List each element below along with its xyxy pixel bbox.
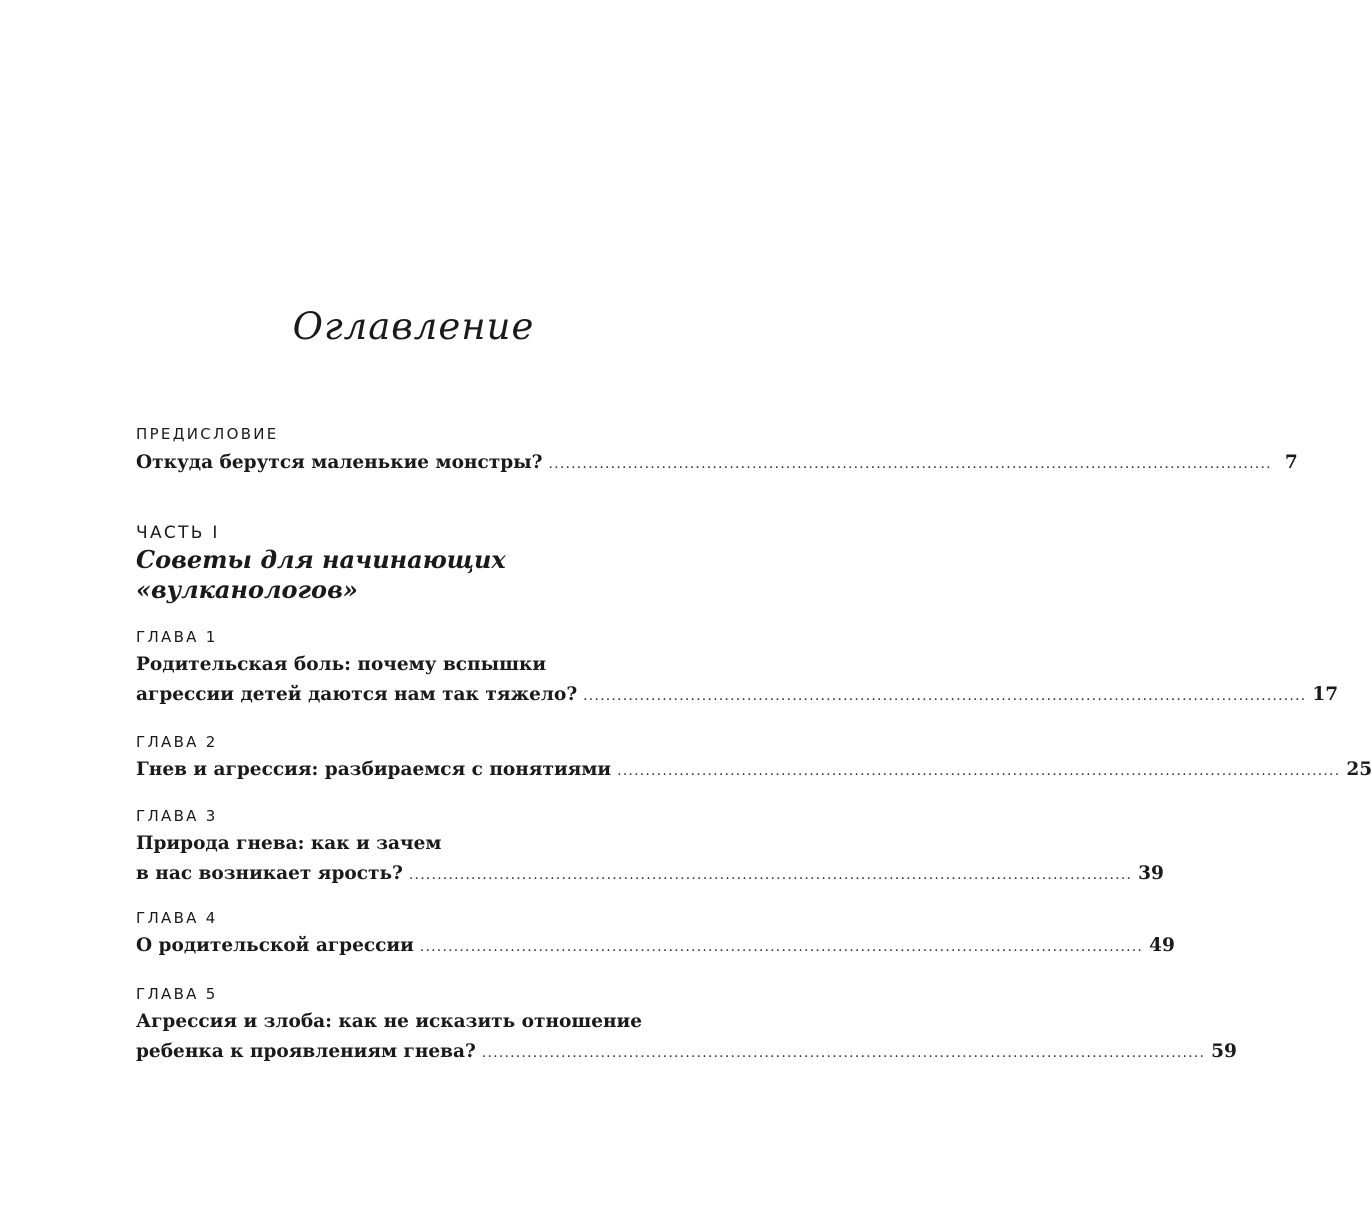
toc-entry-chapter-5[interactable] [136,1007,1237,1068]
foreword-label: ПРЕДИСЛОВИЕ [136,425,279,443]
page-number: 7 [1284,452,1298,473]
dot-leader: ................................................................................................................................ [481,1045,1206,1061]
part-title-line: «вулканологов» [136,575,358,604]
toc-entry-chapter-2[interactable] [136,755,1372,786]
page-title: Оглавление [292,305,535,348]
entry-title-line: О родительской агрессии [136,935,414,956]
entry-title-line: ребенка к проявлениям гнева? [136,1041,476,1062]
chapter-label: ГЛАВА 5 [136,985,218,1003]
entry-title-line: в нас возникает ярость? [136,863,403,884]
entry-title-line: Агрессия и злоба: как не исказить отношение [136,1011,643,1032]
entry-title-line: агрессии детей даются нам так тяжело? [136,684,578,705]
part-title-line: Советы для начинающих [136,545,506,574]
toc-entry-chapter-1[interactable] [136,650,1339,711]
page-number: 17 [1312,684,1339,705]
entry-title-line: Природа гнева: как и зачем [136,833,442,854]
chapter-label: ГЛАВА 1 [136,628,218,646]
chapter-label: ГЛАВА 4 [136,909,218,927]
toc-entry-chapter-3[interactable] [136,829,1164,890]
entry-title: Откуда берутся маленькие монстры? [136,452,543,473]
dot-leader: ................................................................................................................................ [419,939,1144,955]
toc-entry-chapter-4[interactable] [136,931,1175,962]
page-number: 49 [1149,935,1175,956]
toc-entry-foreword[interactable] [136,448,1298,479]
dot-leader: ................................................................................................................................ [548,456,1272,472]
dot-leader: ................................................................................................................................ [583,688,1307,704]
part-label: ЧАСТЬ I [136,523,220,543]
page-number: 25 [1346,759,1372,780]
entry-title-line: Гнев и агрессия: разбираемся с понятиями [136,759,612,780]
part-title [136,545,696,605]
page-number: 39 [1138,863,1164,884]
chapter-label: ГЛАВА 2 [136,733,218,751]
dot-leader: ................................................................................................................................ [617,763,1341,779]
entry-title-line: Родительская боль: почему вспышки [136,654,547,675]
dot-leader: ................................................................................................................................ [408,867,1133,883]
page-number: 59 [1211,1041,1237,1062]
chapter-label: ГЛАВА 3 [136,807,218,825]
